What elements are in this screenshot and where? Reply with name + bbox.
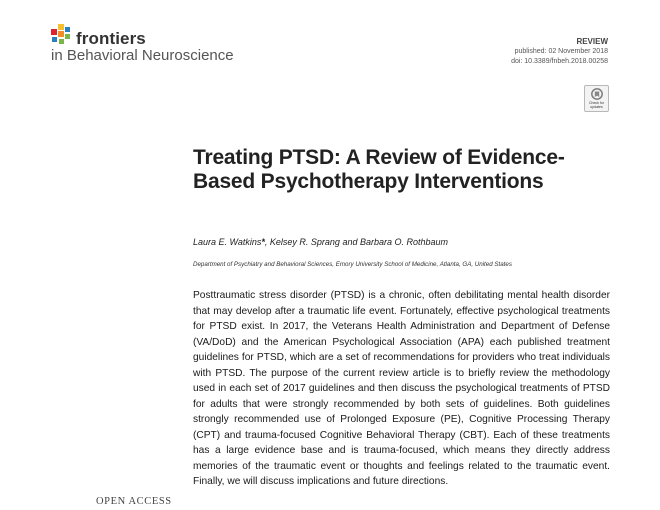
journal-name: in Behavioral Neuroscience xyxy=(51,47,234,64)
article-title: Treating PTSD: A Review of Evidence-Based Psychotherapy Interventions xyxy=(193,146,565,193)
open-access-label: OPEN ACCESS xyxy=(96,496,172,507)
author-separator: and xyxy=(339,237,360,247)
article-type: REVIEW xyxy=(576,37,608,46)
check-for-updates-button[interactable] xyxy=(584,85,609,112)
bookmark-icon xyxy=(591,88,603,101)
frontiers-logo-icon xyxy=(50,24,72,46)
abstract-text: Posttraumatic stress disorder (PTSD) is a chronic, often debilitating mental health disorder that may develop after a traumatic life event. Fortunately, effective psychological treatments for PTSD exist. In 2017, the Veterans Health Administration and Department of Defense (VA/DoD) and the American Psychological Association (APA) each published treatment guidelines for PTSD, which are a set of recommendations for providers who treat individuals with PTSD. The purpose of the current review article is to briefly review the methodology used in each set of 2017 guidelines and then discuss the psychological treatments of PTSD for adults that were strongly recommended by both sets of guidelines. Both guidelines strongly recommended use of Prolonged Exposure (PE), Cognitive Processing Therapy (CPT) and trauma-focused Cognitive Behavioral Therapy (CBT). Each of these treatments has a large evidence base and is trauma-focused, which means they directly address memories of the traumatic event or thoughts and feelings related to the traumatic event. Finally, we will discuss implications and future directions. xyxy=(193,290,610,487)
author-list xyxy=(193,237,448,247)
author-separator: , xyxy=(264,237,270,247)
brand-name: frontiers xyxy=(76,29,146,48)
corresponding-author-marker: * xyxy=(261,237,265,247)
check-for-updates-label: Check for updates xyxy=(589,101,604,109)
author-name[interactable]: Kelsey R. Sprang xyxy=(269,237,340,247)
author-name[interactable]: Barbara O. Rothbaum xyxy=(359,237,449,247)
doi-link[interactable]: doi: 10.3389/fnbeh.2018.00258 xyxy=(511,58,608,65)
affiliation: Department of Psychiatry and Behavioral Sciences, Emory University School of Medicine, Atlanta, GA, United States xyxy=(193,261,512,268)
published-date: published: 02 November 2018 xyxy=(514,48,608,55)
author-name[interactable]: Laura E. Watkins xyxy=(193,237,262,247)
